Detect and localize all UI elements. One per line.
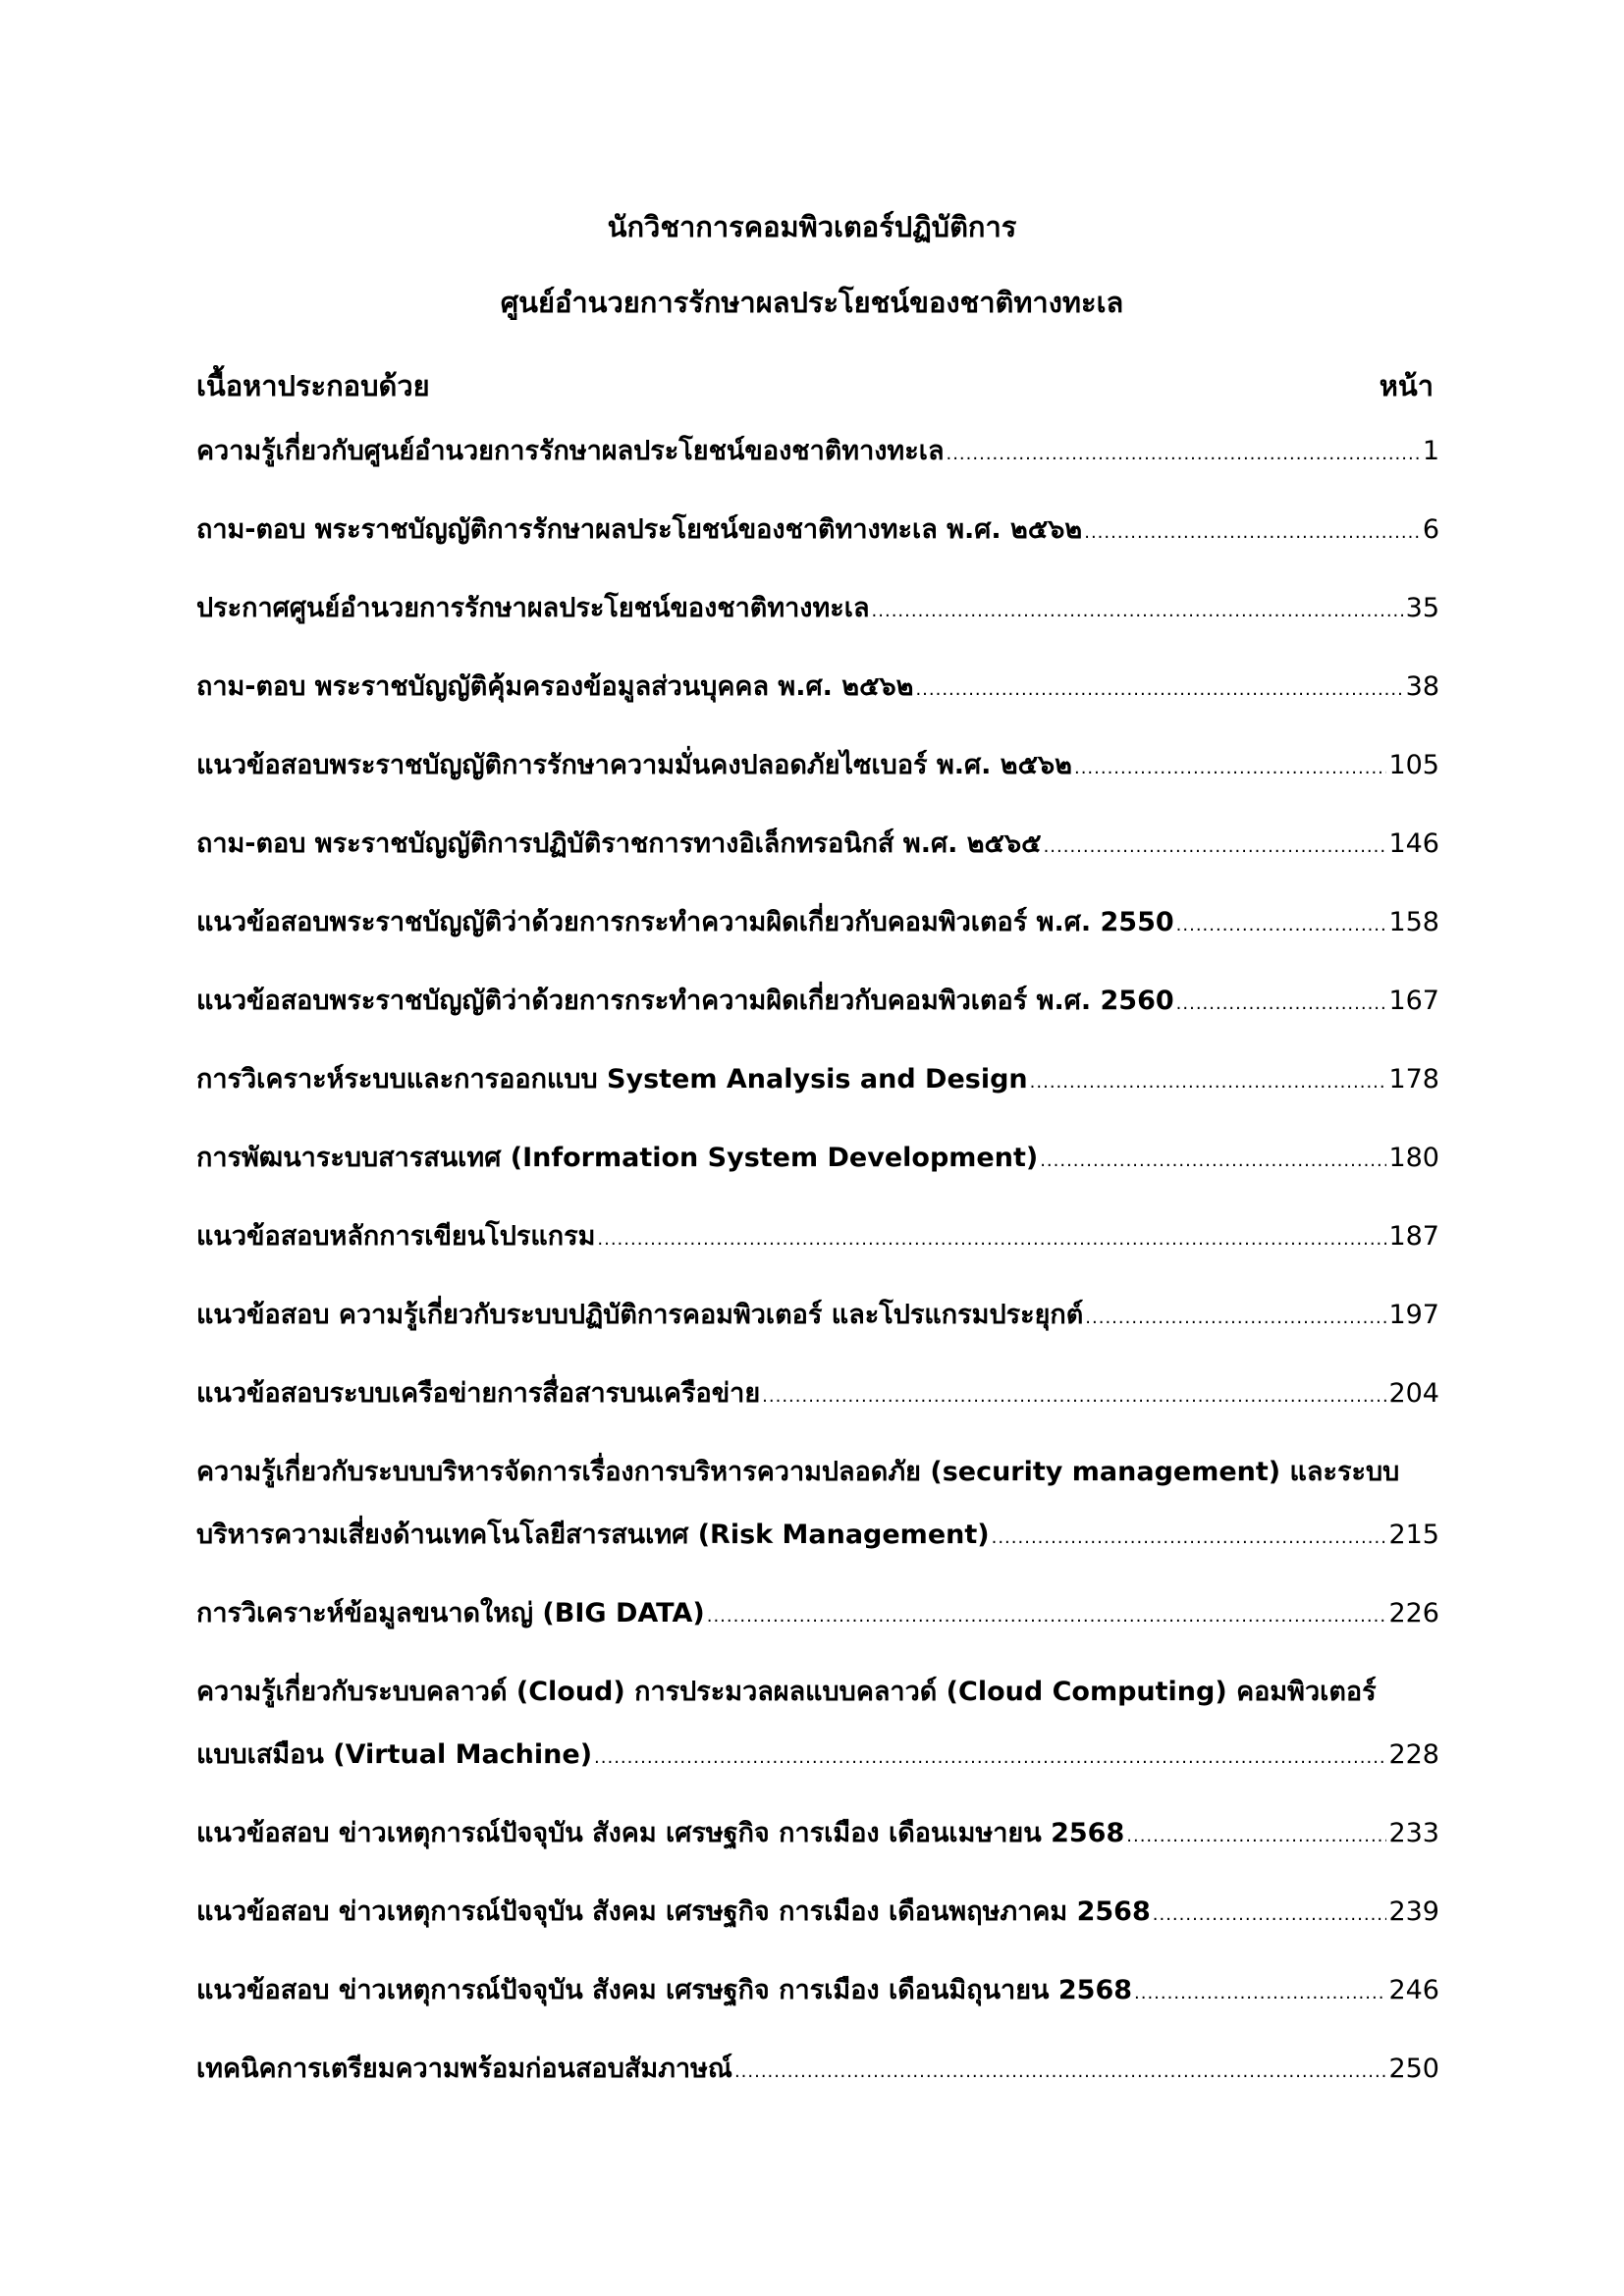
toc-leader-dots (1176, 985, 1387, 1024)
toc-entry-page: 197 (1388, 1300, 1439, 1330)
toc-entry-page: 246 (1388, 1975, 1439, 2005)
toc-entry-title: ประกาศศูนย์อำนวยการรักษาผลประโยชน์ของชาติทางทะเล (196, 593, 870, 623)
toc-entry (196, 2050, 1439, 2089)
toc-entry-page: 250 (1388, 2054, 1439, 2084)
toc-entry-title-line1: ความรู้เกี่ยวกับระบบบริหารจัดการเรื่องการบริหารความปลอดภัย (security management) และระบบ (196, 1457, 1400, 1487)
toc-entry-title-line1: ความรู้เกี่ยวกับระบบคลาวด์ (Cloud) การประมวลผลแบบคลาวด์ (Cloud Computing) คอมพิวเตอร์ (196, 1677, 1377, 1707)
toc-leader-dots (762, 1377, 1386, 1416)
toc-header (196, 363, 1434, 408)
toc-leader-dots (597, 1220, 1386, 1259)
toc-entry-page: 204 (1388, 1378, 1439, 1409)
toc-entry-page: 239 (1388, 1896, 1439, 1927)
toc-entry (196, 1971, 1439, 2010)
toc-entry-title: แนวข้อสอบระบบเครือข่ายการสื่อสารบนเครือข่าย (196, 1378, 761, 1409)
toc-leader-dots (946, 435, 1420, 474)
toc-entry (196, 1673, 1439, 1775)
toc-entry (196, 510, 1439, 550)
toc-entry (196, 746, 1439, 785)
toc-header-contents-label: เนื้อหาประกอบด้วย (196, 369, 430, 402)
toc-entry (196, 1893, 1439, 1932)
toc-entry (196, 982, 1439, 1021)
toc-entry (196, 1296, 1439, 1335)
toc-entry-title: การวิเคราะห์ข้อมูลขนาดใหญ่ (BIG DATA) (196, 1598, 705, 1629)
toc-entry-page: 146 (1388, 828, 1439, 859)
toc-leader-dots (594, 1738, 1386, 1778)
toc-entry-title: แนวข้อสอบพระราชบัญญัติว่าด้วยการกระทำความผิดเกี่ยวกับคอมพิวเตอร์ พ.ศ. 2560 (196, 986, 1174, 1016)
toc-leader-dots (1040, 1142, 1386, 1181)
toc-entry (196, 1594, 1439, 1633)
toc-header-page-label: หน้า (1379, 369, 1434, 402)
toc-entry-page: 233 (1388, 1818, 1439, 1848)
toc-entry-page: 187 (1388, 1221, 1439, 1252)
toc-leader-dots (1074, 749, 1386, 788)
toc-entry-title: ถาม-ตอบ พระราชบัญญัติการปฏิบัติราชการทางอิเล็กทรอนิกส์ พ.ศ. ๒๕๖๕ (196, 828, 1042, 859)
toc-entry-page: 1 (1422, 436, 1439, 466)
toc-entry-title: แนวข้อสอบหลักการเขียนโปรแกรม (196, 1221, 596, 1252)
toc-entry-page: 228 (1388, 1739, 1439, 1770)
toc-entry-page: 35 (1405, 593, 1439, 623)
toc-entry (196, 1374, 1439, 1414)
toc-leader-dots (992, 1519, 1387, 1558)
toc-leader-dots (1176, 906, 1387, 945)
toc-entry-title: การพัฒนาระบบสารสนเทศ (Information System Development) (196, 1143, 1039, 1173)
toc-entry-title: แนวข้อสอบพระราชบัญญัติการรักษาความมั่นคงปลอดภัยไซเบอร์ พ.ศ. ๒๕๖๒ (196, 750, 1072, 780)
toc-entry-page: 226 (1388, 1598, 1439, 1629)
toc-entry-page: 105 (1388, 750, 1439, 780)
toc-leader-dots (1030, 1063, 1387, 1102)
toc-entry-title: แนวข้อสอบ ข่าวเหตุการณ์ปัจจุบัน สังคม เศรษฐกิจ การเมือง เดือนพฤษภาคม 2568 (196, 1896, 1151, 1927)
toc-leader-dots (707, 1597, 1387, 1636)
toc-entry-title: แนวข้อสอบ ความรู้เกี่ยวกับระบบปฏิบัติการคอมพิวเตอร์ และโปรแกรมประยุกต์ (196, 1300, 1084, 1330)
toc-leader-dots (734, 2053, 1387, 2092)
toc-leader-dots (1085, 1299, 1386, 1338)
toc-leader-dots (1044, 828, 1387, 867)
toc-entry-title: ถาม-ตอบ พระราชบัญญัติคุ้มครองข้อมูลส่วนบุคคล พ.ศ. ๒๕๖๒ (196, 671, 914, 702)
toc-entry (196, 1814, 1439, 1853)
toc-entry-title: เทคนิคการเตรียมความพร้อมก่อนสอบสัมภาษณ์ (196, 2054, 732, 2084)
toc-leader-dots (1134, 1974, 1386, 2013)
document-subtitle: ศูนย์อำนวยการรักษาผลประโยชน์ของชาติทางทะเล (500, 286, 1124, 319)
toc-entry-title: การวิเคราะห์ระบบและการออกแบบ System Analysis and Design (196, 1064, 1028, 1095)
toc-entry (196, 1453, 1439, 1555)
toc-entry-page: 215 (1388, 1520, 1439, 1550)
toc-entry (196, 1060, 1439, 1099)
toc-leader-dots (1126, 1817, 1386, 1856)
toc-leader-dots (872, 592, 1404, 631)
toc-entry-title-line2: บริหารความเสี่ยงด้านเทคโนโลยีสารสนเทศ (Risk Management) (196, 1520, 990, 1550)
toc-entry-page: 180 (1388, 1143, 1439, 1173)
document-title: นักวิชาการคอมพิวเตอร์ปฏิบัติการ (607, 210, 1017, 243)
toc-entry-title: แนวข้อสอบ ข่าวเหตุการณ์ปัจจุบัน สังคม เศรษฐกิจ การเมือง เดือนมิถุนายน 2568 (196, 1975, 1133, 2005)
toc-entry (196, 667, 1439, 707)
toc-entry-page: 178 (1388, 1064, 1439, 1095)
toc-entry (196, 1139, 1439, 1178)
toc-entry-title: ความรู้เกี่ยวกับศูนย์อำนวยการรักษาผลประโยชน์ของชาติทางทะเล (196, 436, 945, 466)
toc-entry-page: 167 (1388, 986, 1439, 1016)
toc-entry (196, 903, 1439, 942)
toc-entry-page: 6 (1422, 514, 1439, 545)
toc-entry-title-line2: แบบเสมือน (Virtual Machine) (196, 1739, 593, 1770)
toc-entry (196, 1217, 1439, 1256)
toc-entry (196, 432, 1439, 471)
toc-leader-dots (1084, 513, 1421, 553)
toc-entry (196, 825, 1439, 864)
toc-entry-title: ถาม-ตอบ พระราชบัญญัติการรักษาผลประโยชน์ของชาติทางทะเล พ.ศ. ๒๕๖๒ (196, 514, 1083, 545)
toc-entry (196, 589, 1439, 628)
toc-leader-dots (915, 670, 1403, 710)
toc-leader-dots (1153, 1896, 1387, 1935)
toc-entry-title: แนวข้อสอบ ข่าวเหตุการณ์ปัจจุบัน สังคม เศรษฐกิจ การเมือง เดือนเมษายน 2568 (196, 1818, 1125, 1848)
table-of-contents (196, 432, 1439, 2128)
toc-entry-page: 158 (1388, 907, 1439, 937)
toc-entry-title: แนวข้อสอบพระราชบัญญัติว่าด้วยการกระทำความผิดเกี่ยวกับคอมพิวเตอร์ พ.ศ. 2550 (196, 907, 1174, 937)
toc-entry-page: 38 (1405, 671, 1439, 702)
